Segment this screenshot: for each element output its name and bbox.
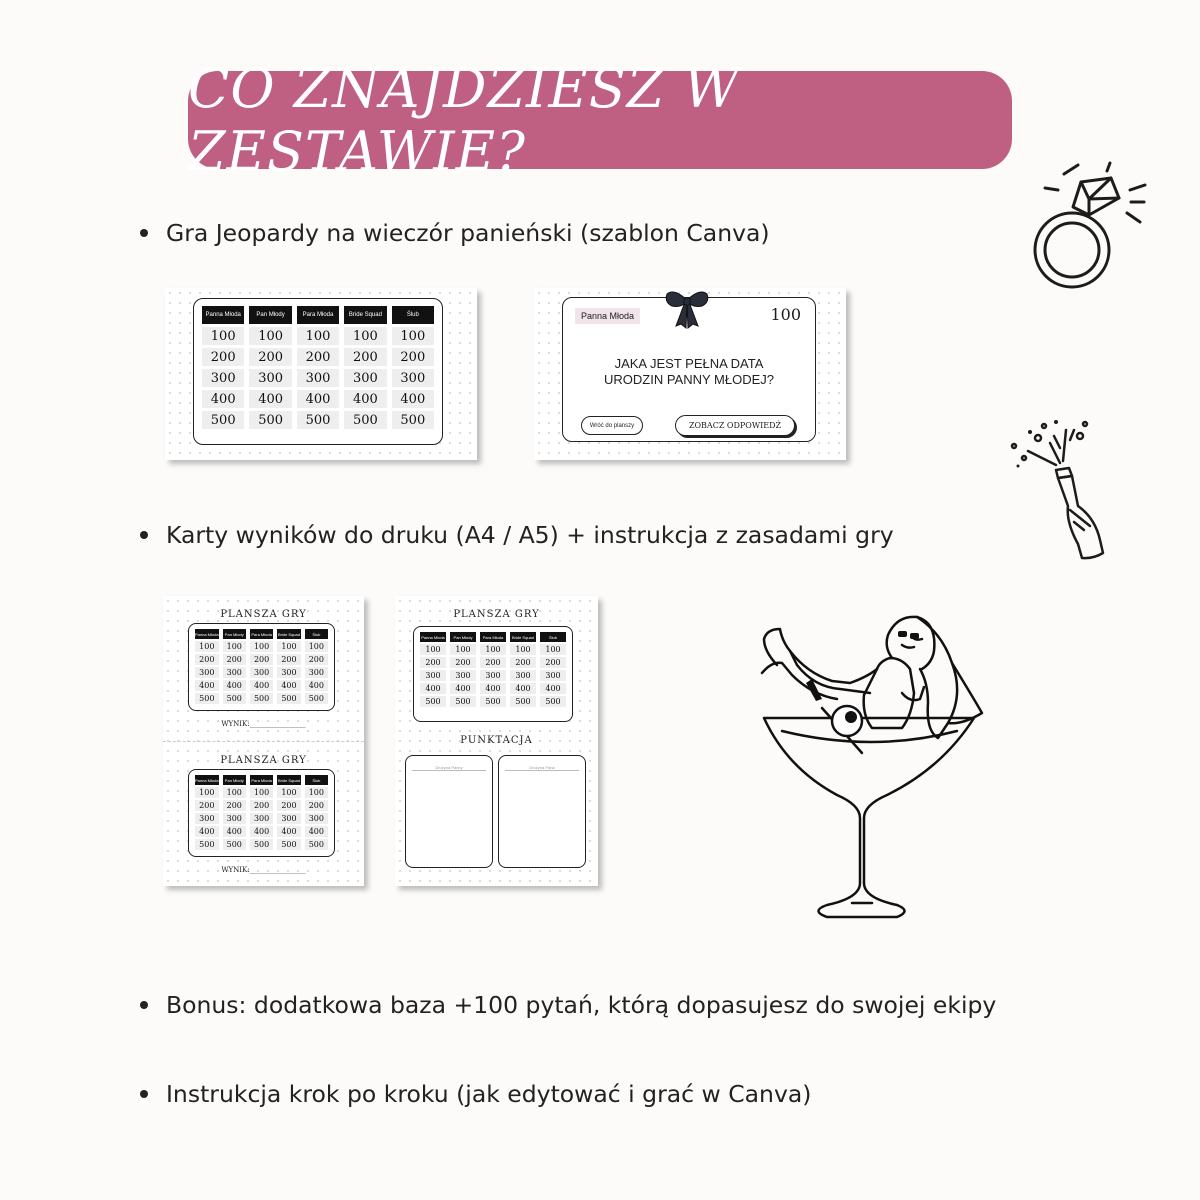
board-column <box>305 775 328 851</box>
board-column <box>250 775 273 851</box>
board-column <box>420 632 446 716</box>
board-column <box>277 629 300 705</box>
board-cell: 300 <box>249 369 291 387</box>
sheet-title: PLANSZA GRY <box>220 609 307 620</box>
board-column <box>250 629 273 705</box>
question-text <box>563 356 815 388</box>
board-cell: 500 <box>510 696 536 707</box>
score-line: WYNIK:________________ <box>221 866 306 874</box>
board-cell: 100 <box>202 327 244 345</box>
board-cell: 200 <box>297 348 339 366</box>
board-cell: 200 <box>510 657 536 668</box>
board-cell: 500 <box>249 411 291 429</box>
board-column <box>195 629 219 705</box>
board-cell: 400 <box>249 390 291 408</box>
bullet-text: Karty wyników do druku (A4 / A5) + instrukcja z zasadami gry <box>166 521 894 549</box>
champagne-icon <box>1000 418 1115 563</box>
board-cell: 200 <box>195 654 219 665</box>
bullet-dot <box>140 1090 148 1098</box>
board-cell: 500 <box>277 693 300 704</box>
board-category: Pan Młody <box>249 306 291 324</box>
board-cell: 300 <box>297 369 339 387</box>
board-cell: 300 <box>510 670 536 681</box>
board-cell: 300 <box>223 813 246 824</box>
board-category: Panna Młoda <box>202 306 244 324</box>
board-column <box>305 629 328 705</box>
board-cell: 400 <box>305 826 328 837</box>
board-cell: 400 <box>450 683 476 694</box>
board-cell: 500 <box>250 839 273 850</box>
board-cell: 300 <box>195 667 219 678</box>
board-cell: 200 <box>250 800 273 811</box>
page-title: CO ZNAJDZIESZ W ZESTAWIE? <box>188 57 740 183</box>
board-cell: 300 <box>305 667 328 678</box>
bullet-item <box>140 521 894 549</box>
board-cell: 500 <box>195 693 219 704</box>
board-cell: 100 <box>420 644 446 655</box>
board-cell: 300 <box>420 670 446 681</box>
board-cell: 100 <box>480 644 506 655</box>
board-cell: 200 <box>202 348 244 366</box>
board-cell: 200 <box>305 800 328 811</box>
bullet-item <box>140 1080 811 1108</box>
board-cell: 400 <box>480 683 506 694</box>
board-cell: 500 <box>223 693 246 704</box>
bullet-text: Bonus: dodatkowa baza +100 pytań, którą dopasujesz do swojej ekipy <box>166 991 997 1019</box>
board-cell: 400 <box>305 680 328 691</box>
board-cell: 100 <box>249 327 291 345</box>
preview-board-slide <box>165 288 477 460</box>
board-column <box>510 632 536 716</box>
board-cell: 100 <box>277 641 300 652</box>
board-cell: 300 <box>202 369 244 387</box>
board-cell: 200 <box>305 654 328 665</box>
board-cell: 400 <box>223 826 246 837</box>
board-category: Para Młoda <box>297 306 339 324</box>
board-column <box>540 632 566 716</box>
board-category: Pan Młody <box>450 632 476 642</box>
game-board <box>188 769 335 857</box>
board-category: Pan Młody <box>223 629 246 639</box>
board-column <box>450 632 476 716</box>
bullet-item <box>140 219 770 247</box>
board-cell: 400 <box>250 680 273 691</box>
board-column <box>297 306 339 437</box>
board-category: Bride Squad <box>277 775 300 785</box>
board-column <box>223 629 246 705</box>
show-answer-button[interactable]: ZOBACZ ODPOWIEDŹ <box>675 415 795 436</box>
board-category: Bride Squad <box>344 306 386 324</box>
sheet-title: PLANSZA GRY <box>453 609 540 620</box>
board-cell: 100 <box>344 327 386 345</box>
team-label: Drużyna Pana <box>505 765 579 771</box>
board-cell: 500 <box>250 693 273 704</box>
board-category: Ślub <box>540 632 566 642</box>
board-cell: 200 <box>344 348 386 366</box>
board-cell: 100 <box>195 787 219 798</box>
board-cell: 400 <box>277 680 300 691</box>
board-cell: 500 <box>480 696 506 707</box>
board-column <box>480 632 506 716</box>
score-line: WYNIK:________________ <box>221 720 306 728</box>
board-cell: 300 <box>250 667 273 678</box>
board-cell: 200 <box>223 654 246 665</box>
board-cell: 400 <box>344 390 386 408</box>
question-line: URODZIN PANNY MŁODEJ? <box>604 372 774 387</box>
board-cell: 500 <box>223 839 246 850</box>
board-cell: 500 <box>297 411 339 429</box>
board-cell: 300 <box>480 670 506 681</box>
bullet-dot <box>140 1001 148 1009</box>
board-cell: 500 <box>450 696 476 707</box>
board-cell: 400 <box>195 680 219 691</box>
board-category: Pan Młody <box>223 775 246 785</box>
board-cell: 200 <box>420 657 446 668</box>
board-category: Ślub <box>305 775 328 785</box>
board-cell: 200 <box>277 800 300 811</box>
board-cell: 500 <box>305 693 328 704</box>
board-cell: 200 <box>392 348 434 366</box>
board-cell: 100 <box>223 641 246 652</box>
board-cell: 400 <box>250 826 273 837</box>
board-cell: 100 <box>195 641 219 652</box>
board-column <box>223 775 246 851</box>
board-cell: 300 <box>392 369 434 387</box>
team-label: Drużyna Panny <box>412 765 486 771</box>
cocktail-illustration <box>752 603 984 928</box>
game-board <box>188 623 335 711</box>
board-cell: 300 <box>450 670 476 681</box>
board-category: Ślub <box>305 629 328 639</box>
question-category: Panna Młoda <box>575 308 640 324</box>
question-line: JAKA JEST PEŁNA DATA <box>614 356 764 371</box>
title-banner <box>188 57 1012 183</box>
board-cell: 200 <box>249 348 291 366</box>
board-column <box>202 306 244 437</box>
board-column <box>344 306 386 437</box>
bullet-dot <box>140 229 148 237</box>
board-category: Para Młoda <box>250 629 273 639</box>
board-cell: 200 <box>195 800 219 811</box>
board-cell: 400 <box>392 390 434 408</box>
board-cell: 500 <box>392 411 434 429</box>
board-cell: 100 <box>250 641 273 652</box>
game-board <box>413 626 573 722</box>
board-category: Para Młoda <box>480 632 506 642</box>
board-category: Para Młoda <box>250 775 273 785</box>
board-cell: 500 <box>540 696 566 707</box>
board-category: Bride Squad <box>510 632 536 642</box>
board-category: Panna Młoda <box>195 629 219 639</box>
board-cell: 500 <box>202 411 244 429</box>
board-cell: 400 <box>510 683 536 694</box>
bullet-text: Gra Jeopardy na wieczór panieński (szablon Canva) <box>166 219 770 247</box>
board-cell: 100 <box>392 327 434 345</box>
board-cell: 100 <box>305 641 328 652</box>
board-cell: 400 <box>540 683 566 694</box>
game-board <box>193 298 443 445</box>
ring-icon <box>1015 155 1155 295</box>
board-cell: 400 <box>297 390 339 408</box>
bullet-text: Instrukcja krok po kroku (jak edytować i grać w Canva) <box>166 1080 812 1108</box>
board-cell: 500 <box>277 839 300 850</box>
board-category: Panna Młoda <box>195 775 219 785</box>
board-cell: 200 <box>250 654 273 665</box>
board-column <box>249 306 291 437</box>
board-column <box>392 306 434 437</box>
team-score-box <box>405 755 493 868</box>
printable-sheet-a5 <box>163 596 364 886</box>
board-cell: 200 <box>277 654 300 665</box>
bullet-dot <box>140 531 148 539</box>
cut-line <box>163 741 364 742</box>
board-column <box>277 775 300 851</box>
board-cell: 200 <box>540 657 566 668</box>
board-cell: 100 <box>277 787 300 798</box>
question-points: 100 <box>770 305 801 324</box>
board-cell: 200 <box>223 800 246 811</box>
board-cell: 200 <box>480 657 506 668</box>
printable-sheet-a4 <box>395 596 598 886</box>
board-cell: 200 <box>450 657 476 668</box>
board-cell: 300 <box>223 667 246 678</box>
team-score-box <box>498 755 586 868</box>
board-cell: 300 <box>277 667 300 678</box>
board-category: Ślub <box>392 306 434 324</box>
board-category: Panna Młoda <box>420 632 446 642</box>
board-cell: 500 <box>195 839 219 850</box>
board-cell: 100 <box>510 644 536 655</box>
board-cell: 300 <box>250 813 273 824</box>
board-cell: 400 <box>202 390 244 408</box>
board-cell: 300 <box>344 369 386 387</box>
sheet-title: PLANSZA GRY <box>220 755 307 766</box>
board-cell: 300 <box>277 813 300 824</box>
board-cell: 500 <box>305 839 328 850</box>
board-cell: 400 <box>195 826 219 837</box>
board-cell: 400 <box>277 826 300 837</box>
board-cell: 300 <box>305 813 328 824</box>
back-to-board-button[interactable]: Wróć do planszy <box>581 416 643 435</box>
board-cell: 300 <box>195 813 219 824</box>
bullet-item <box>140 991 996 1019</box>
board-category: Bride Squad <box>277 629 300 639</box>
bow-icon <box>664 288 710 330</box>
board-cell: 500 <box>420 696 446 707</box>
board-column <box>195 775 219 851</box>
points-title: PUNKTACJA <box>460 735 533 746</box>
board-cell: 300 <box>540 670 566 681</box>
board-cell: 400 <box>420 683 446 694</box>
board-cell: 100 <box>305 787 328 798</box>
board-cell: 100 <box>223 787 246 798</box>
board-cell: 100 <box>297 327 339 345</box>
board-cell: 100 <box>450 644 476 655</box>
board-cell: 100 <box>250 787 273 798</box>
board-cell: 400 <box>223 680 246 691</box>
board-cell: 500 <box>344 411 386 429</box>
board-cell: 100 <box>540 644 566 655</box>
